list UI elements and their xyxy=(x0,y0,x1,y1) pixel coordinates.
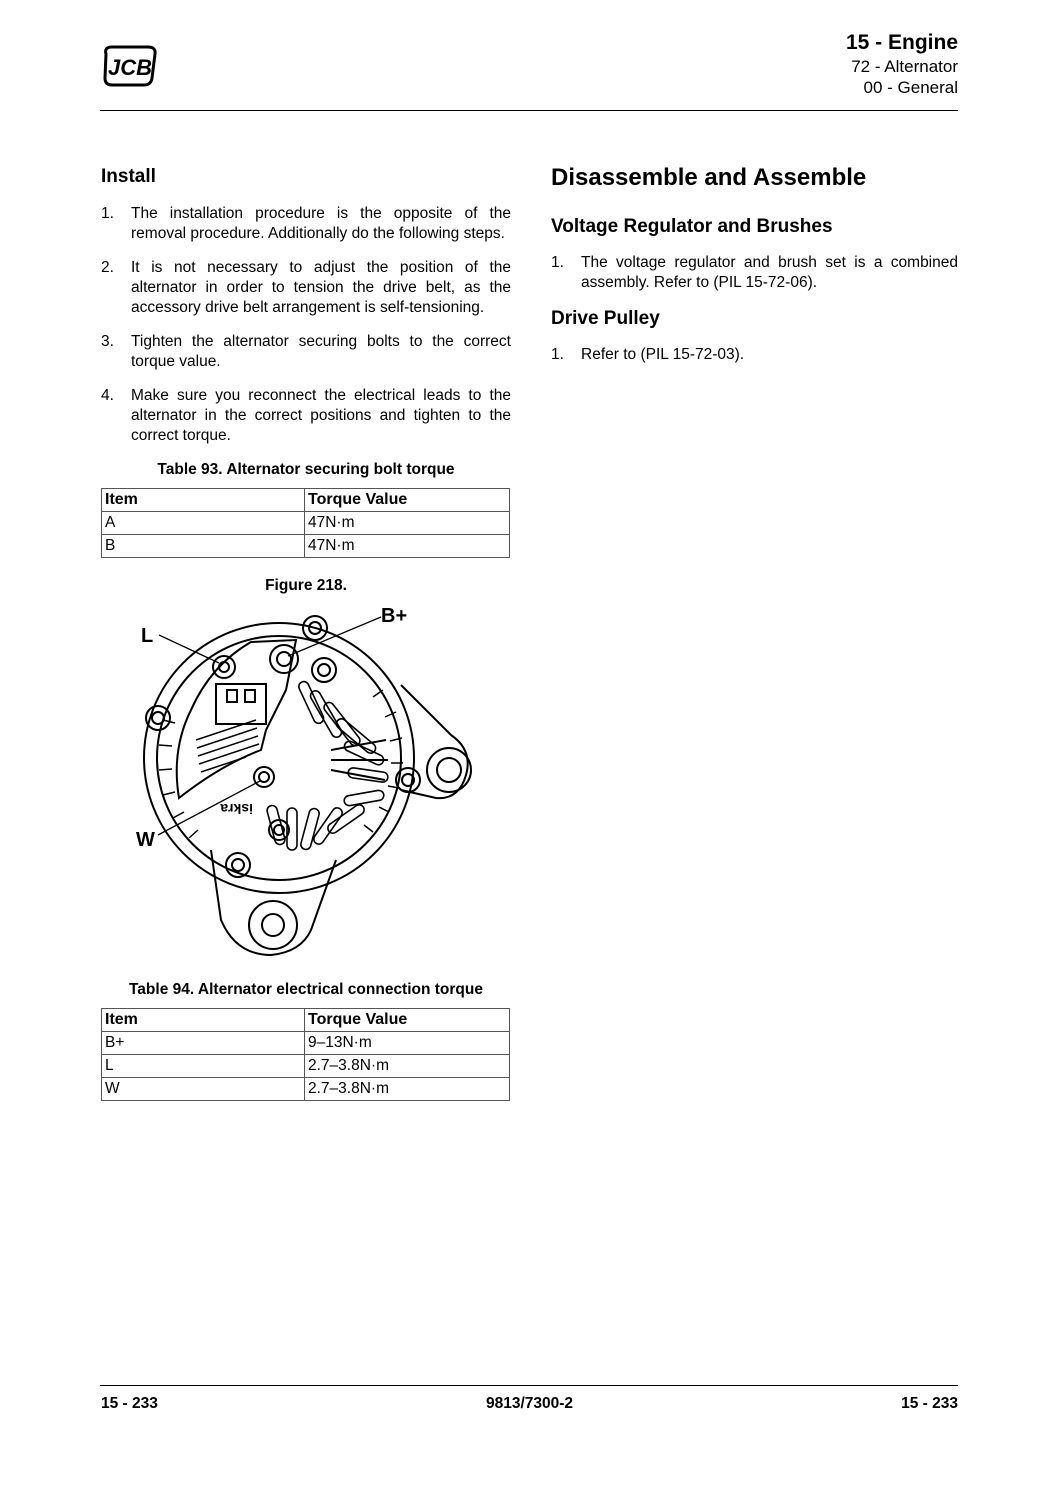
voltage-regulator-heading: Voltage Regulator and Brushes xyxy=(551,216,833,237)
alternator-drawing xyxy=(101,600,510,980)
table94-caption: Table 94. Alternator electrical connection torque xyxy=(128,981,483,998)
jcb-logo xyxy=(100,44,160,88)
table94 xyxy=(101,1008,510,1101)
pulley-steps xyxy=(551,345,958,365)
table-row: L 2.7–3.8N·m xyxy=(102,1055,510,1078)
disassemble-heading: Disassemble and Assemble xyxy=(551,164,867,191)
table-row: W 2.7–3.8N·m xyxy=(102,1078,510,1101)
table93-caption: Table 93. Alternator securing bolt torque xyxy=(157,461,455,478)
footer-page-left: 15 - 233 xyxy=(101,1395,158,1412)
voltage-steps xyxy=(551,253,958,293)
table-row: B 47N·m xyxy=(102,535,510,558)
footer-divider xyxy=(100,1385,958,1386)
list-item: 4. Make sure you reconnect the electrical leads to the alternator in the correct positions and tighten to the correct torque. xyxy=(101,387,511,444)
table-header-row: Item Torque Value xyxy=(102,489,510,512)
figure-caption: Figure 218. xyxy=(265,577,347,594)
table-row: B+ 9–13N·m xyxy=(102,1032,510,1055)
install-heading: Install xyxy=(101,166,156,187)
left-column xyxy=(101,165,511,1101)
install-steps xyxy=(101,204,511,446)
table-row: A 47N·m xyxy=(102,512,510,535)
footer-page-right: 15 - 233 xyxy=(901,1395,958,1412)
page-header xyxy=(846,30,958,98)
list-item: 2. It is not necessary to adjust the position of the alternator in order to tension the drive belt, as the accessory drive belt arrangement is self-tensioning. xyxy=(101,259,511,316)
list-item: 1. The installation procedure is the opposite of the removal procedure. Additionally do the following steps. xyxy=(101,205,511,242)
label-bplus: B+ xyxy=(381,605,408,627)
chapter-title: 15 - Engine xyxy=(845,31,958,54)
svg-text:JCB: JCB xyxy=(107,55,153,80)
table-header-row: Item Torque Value xyxy=(102,1009,510,1032)
brand-label: iskra xyxy=(220,801,253,817)
right-column xyxy=(551,163,958,379)
subsection-title: 00 - General xyxy=(863,78,958,97)
section-title: 72 - Alternator xyxy=(851,57,958,76)
header-divider xyxy=(100,110,958,111)
alternator-figure xyxy=(101,600,510,980)
label-w: W xyxy=(136,829,155,851)
drive-pulley-heading: Drive Pulley xyxy=(551,308,660,329)
list-item: 3. Tighten the alternator securing bolts to the correct torque value. xyxy=(101,333,511,370)
label-l: L xyxy=(141,625,154,647)
footer-doc-number: 9813/7300-2 xyxy=(485,1395,574,1412)
list-item: 1. The voltage regulator and brush set is a combined assembly. Refer to (PIL 15-72-06). xyxy=(551,254,958,291)
list-item: 1. Refer to (PIL 15-72-03). xyxy=(551,346,745,363)
table93 xyxy=(101,488,510,558)
